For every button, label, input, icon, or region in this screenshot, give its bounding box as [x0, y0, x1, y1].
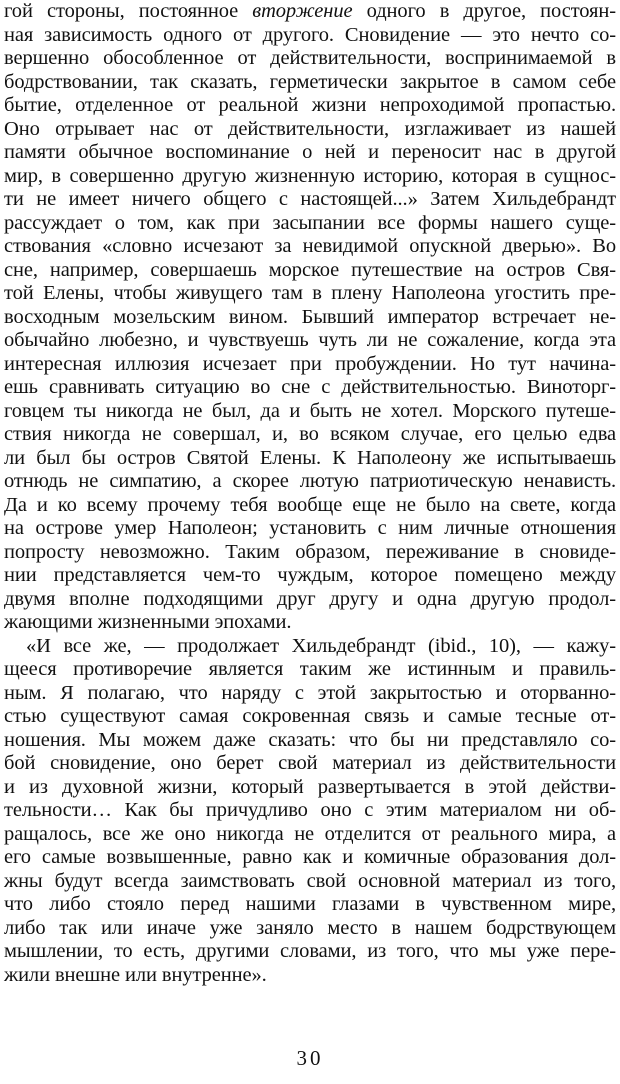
text-line: жающими жизненными эпохами.: [4, 611, 292, 633]
text-line: ли был бы остров Святой Елены. К Наполеону же испытываешь: [4, 446, 616, 469]
text-line: «И все же, — продолжает Хильдебрандт (ibid., 10), — кажу-: [26, 634, 616, 657]
text-line: мир, в совершенно другую жизненную историю, которая в сущнос-: [4, 164, 616, 187]
text-run: одного в другое, постоян-: [352, 0, 616, 22]
text-line: [4, 0, 616, 24]
text-run: гой стороны, постоянное: [4, 0, 253, 22]
text-line: ешь сравнивать ситуацию во сне с действительностью. Виноторг-: [4, 376, 616, 398]
text-line: рассуждает о том, как при засыпании все формы нашего суще-: [4, 211, 616, 234]
text-line: говцем ты никогда не был, да и быть не хотел. Морского путеше-: [4, 399, 616, 422]
text-line: бытие, отделенное от реальной жизни непроходимой пропастью.: [4, 94, 616, 116]
text-line: тельности… Как бы причудливо оно с этим материалом ни об-: [4, 799, 616, 821]
text-line: что либо стояло перед нашими глазами в чувственном мире,: [4, 893, 616, 915]
text-line: интересная иллюзия исчезает при пробуждении. Но тут начина-: [4, 352, 616, 375]
text-line: ношения. Мы можем даже сказать: что бы ни представляло со-: [4, 728, 616, 751]
text-line: на острове умер Наполеон; установить с ним личные отношения: [4, 517, 616, 539]
text-line: памяти обычное воспоминание о ней и переносит нас в другой: [4, 141, 616, 163]
text-line: попросту невозможно. Таким образом, переживание в сновиде-: [4, 540, 616, 563]
text-line: ствия никогда не совершал, и, во всяком случае, его целью едва: [4, 423, 616, 445]
text-line: жили внешне или внутренне».: [4, 963, 267, 986]
page-number: 30: [296, 1046, 324, 1070]
page-text: [4, 0, 616, 987]
text-line: стью существуют самая сокровенная связь и самые тесные от-: [4, 705, 616, 727]
text-line: Да и ко всему прочему тебя вообще еще не было на свете, когда: [4, 493, 616, 516]
text-line: сне, например, совершаешь морское путешествие на остров Свя-: [4, 258, 616, 281]
text-line: жны будут всегда заимствовать свой основной материал из того,: [4, 869, 616, 892]
paragraph-2: [4, 635, 616, 988]
text-line: Оно отрывает нас от действительности, изглаживает из нашей: [4, 117, 616, 140]
text-line: обычайно любезно, и чувствуешь чуть ли не сожаление, когда эта: [4, 329, 616, 351]
text-line: его самые возвышенные, равно как и комичные образования дол-: [4, 846, 616, 868]
text-line: ным. Я полагаю, что наряду с этой закрытостью и оторванно-: [4, 681, 616, 704]
text-line: бодрствовании, так сказать, герметически закрытое в самом себе: [4, 70, 616, 93]
text-line: щееся противоречие является таким же истинным и правиль-: [4, 658, 616, 680]
text-line: бой сновидение, оно берет свой материал из действительности: [4, 752, 616, 774]
text-line: восходным мозельским вином. Бывший император встречает не-: [4, 305, 616, 328]
text-line: ти не имеет ничего общего с настоящей...» Затем Хильдебрандт: [4, 188, 616, 210]
paragraph-1: [4, 0, 616, 635]
text-line: мышлении, то есть, другими словами, из того, что мы уже пере-: [4, 940, 616, 962]
text-line: нии представляется чем-то чуждым, которое помещено между: [4, 564, 616, 586]
text-line: двумя вполне подходящими друг другу и одна другую продол-: [4, 587, 616, 610]
text-line: ращалось, все же оно никогда не отделится от реального мира, а: [4, 822, 616, 845]
text-line: вершенно обособленное от действительности, воспринимаемой в: [4, 47, 616, 69]
text-line: и из духовной жизни, который развертывается в этой действи-: [4, 775, 616, 798]
text-line: той Елены, чтобы живущего там в плену Наполеона угостить пре-: [4, 282, 616, 304]
text-line: ствования «словно исчезают за невидимой опускной дверью». Во: [4, 235, 616, 257]
text-line: ная зависимость одного от другого. Сновидение — это нечто со-: [4, 23, 616, 46]
emphasized-word: вторжение: [252, 0, 353, 22]
text-line: отнюдь не симпатию, а скорее лютую патриотическую ненависть.: [4, 470, 616, 492]
text-line: либо так или иначе уже заняло место в нашем бодрствующем: [4, 916, 616, 939]
